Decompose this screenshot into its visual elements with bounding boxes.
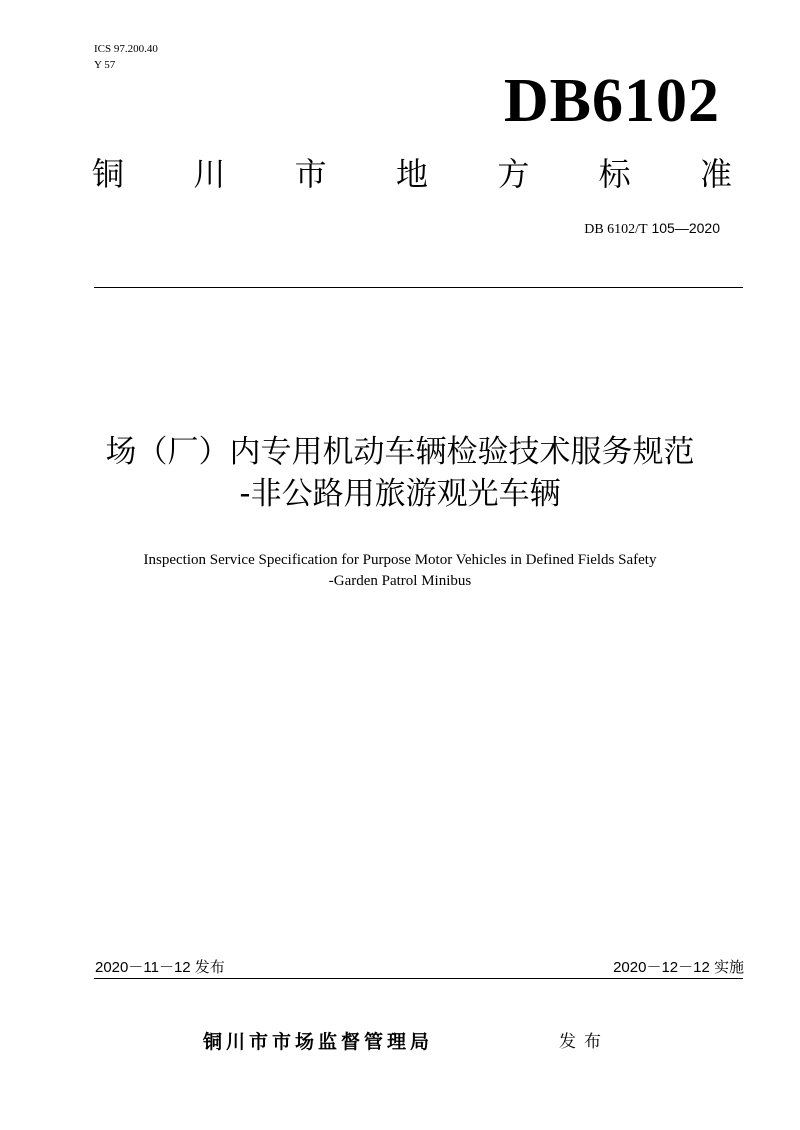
classification-codes [94, 41, 158, 73]
english-title-line-2: -Garden Patrol Minibus [328, 573, 472, 589]
chinese-title-line-1: 场（厂）内专用机动车辆检验技术服务规范 [105, 434, 695, 470]
standard-number-suffix: 105—2020 [651, 220, 720, 236]
publish-label: 发布 [559, 1032, 609, 1052]
standard-type-char: 标 [598, 155, 631, 193]
chinese-title-line-2: -非公路用旅游观光车辆 [239, 476, 561, 512]
ccs-code: Y 57 [94, 59, 116, 71]
standard-code-heading: DB6102 [503, 67, 720, 135]
english-title [0, 550, 800, 592]
issue-date: 2020－11－12 发布 [95, 959, 225, 976]
standard-type-char: 准 [699, 155, 732, 193]
standard-type-char: 地 [395, 155, 428, 193]
standard-number [584, 218, 720, 240]
chinese-title [0, 431, 800, 515]
issuing-authority: 铜川市市场监督管理局 [203, 1031, 434, 1053]
ics-code: ICS 97.200.40 [94, 43, 158, 55]
header-divider [94, 287, 743, 288]
english-title-line-1: Inspection Service Specification for Purpose Motor Vehicles in Defined Fields Safety [143, 552, 657, 568]
footer-divider [94, 978, 743, 979]
standard-type-char: 方 [497, 155, 530, 193]
standard-type-char: 川 [193, 155, 226, 193]
standard-type [92, 152, 732, 196]
standard-type-char: 铜 [92, 155, 125, 193]
standard-type-char: 市 [294, 155, 327, 193]
implementation-date: 2020－12－12 实施 [613, 959, 744, 976]
standard-number-prefix: DB 6102/T [584, 222, 648, 237]
